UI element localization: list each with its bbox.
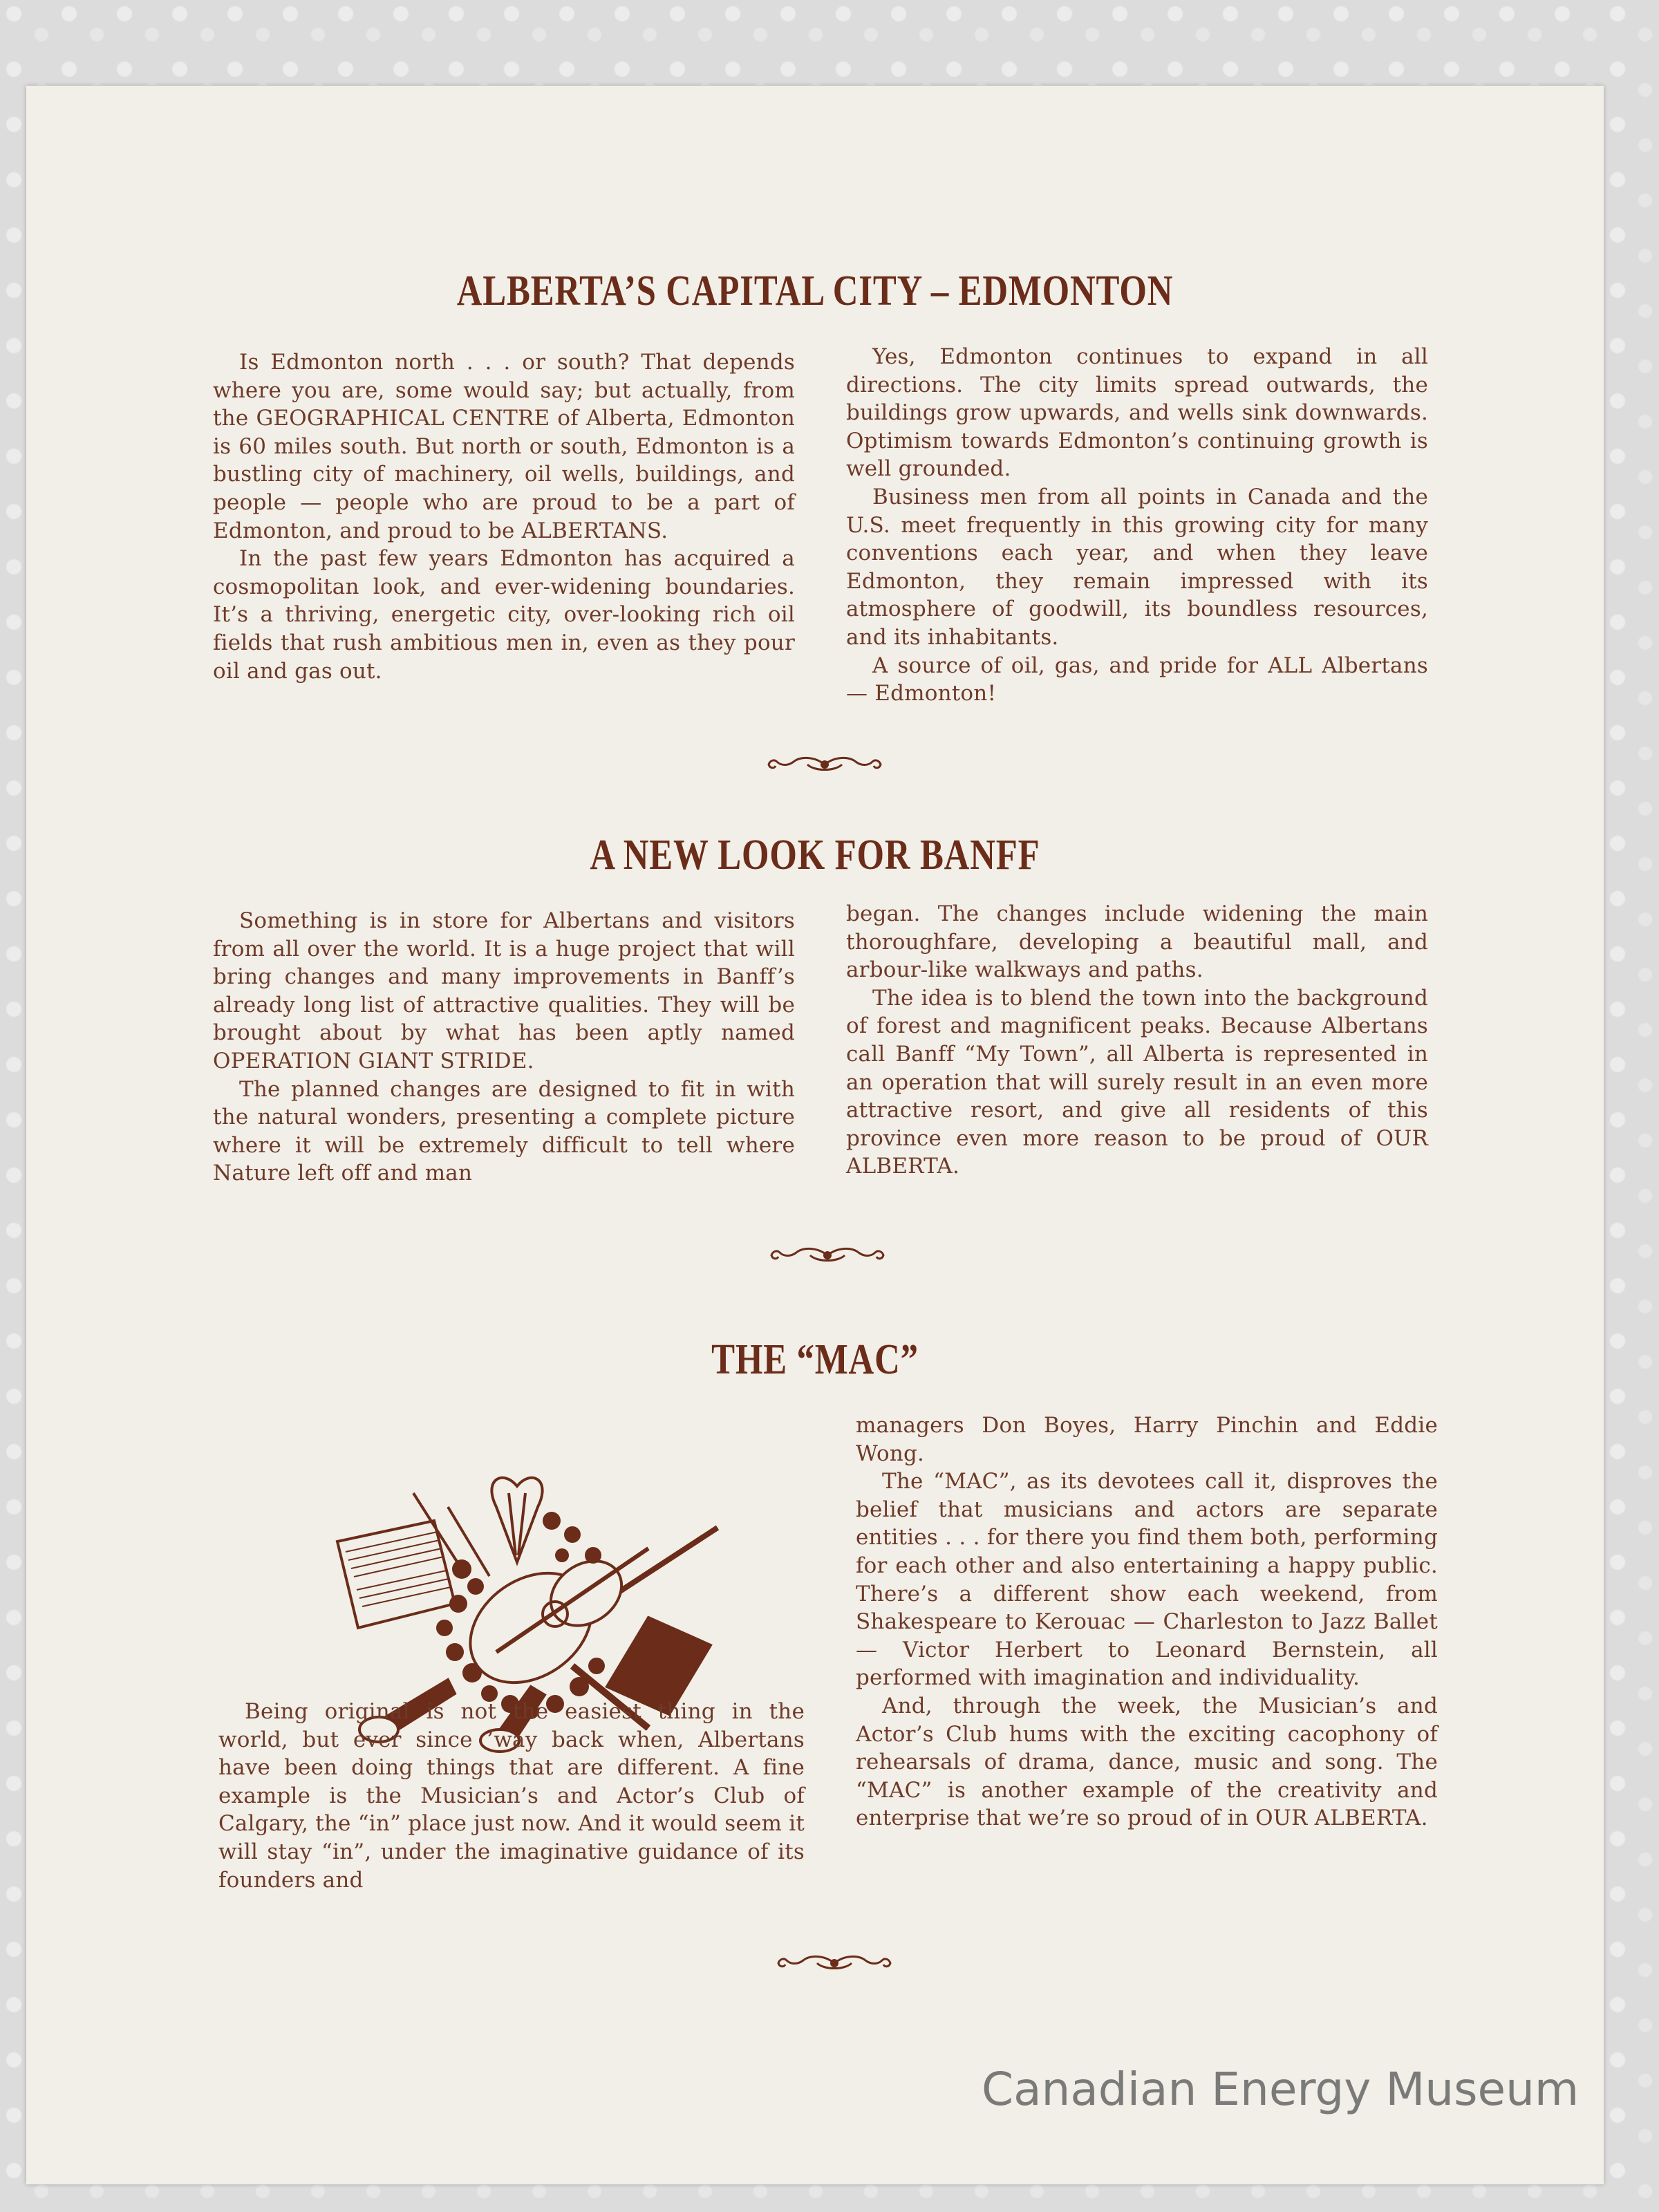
banff-left-column (213, 907, 795, 1188)
banff-right-column (846, 900, 1428, 1181)
paragraph: began. The changes include widening the main thoroughfare, developing a beautiful mall, and arbour-like walkways and paths. (846, 901, 1428, 983)
paragraph: The “MAC”, as its devotees call it, disproves the belief that musicians and actors are separate entities . . . for there you find them both, performing for each other and also entertaining a happy public. There’s a different show each weekend, from Shakespeare to Kerouac — Charleston to Jazz Ballet — Victor Herbert to Leonard Bernstein, all performed with imagination and individuality. (856, 1469, 1438, 1691)
scroll-ornament-icon (766, 753, 883, 776)
paragraph: managers Don Boyes, Harry Pinchin and Eddie Wong. (856, 1413, 1438, 1466)
paragraph: Something is in store for Albertans and visitors from all over the world. It is a huge project that will bring changes and many improvements in Banff’s already long list of attractive qualities. They will be brought about by what has been aptly named OPERATION GIANT STRIDE. (213, 908, 795, 1074)
paragraph: And, through the week, the Musician’s and Actor’s Club hums with the exciting cacophony of rehearsals of drama, dance, music and song. The “MAC” is another example of the creativity and enterprise that we’re so proud of in OUR ALBERTA. (856, 1693, 1438, 1831)
section-title-edmonton: ALBERTA’S CAPITAL CITY – EDMONTON (456, 268, 1174, 315)
paragraph: A source of oil, gas, and pride for ALL Albertans — Edmonton! (846, 653, 1428, 706)
paragraph: The idea is to blend the town into the background of forest and magnificent peaks. Because Albertans call Banff “My Town”, all Alberta is represented in an operation that will surely result in an even more attractive resort, and give all residents of this province even more reason to be proud of OUR ALBERTA. (846, 985, 1428, 1179)
paragraph: Being original is not the easiest thing in the world, but ever since ’way back when, Albertans have been doing things that are different. A fine example is the Musician’s and Actor’s Club of Calgary, the “in” place just now. And it would seem it will stay “in”, under the imaginative guidance of its founders and (218, 1699, 805, 1893)
paragraph: Yes, Edmonton continues to expand in all directions. The city limits spread outwards, the buildings grow upwards, and wells sink downwards. Optimism towards Edmonton’s continuing growth is well grounded. (846, 344, 1428, 482)
section-title-banff: A NEW LOOK FOR BANFF (590, 832, 1040, 879)
section-title-mac: THE “MAC” (711, 1336, 919, 1383)
scroll-ornament-icon (776, 1952, 893, 1974)
edmonton-left-column (213, 348, 795, 685)
paragraph: The planned changes are designed to fit in with the natural wonders, presenting a complete picture where it will be extremely difficult to tell where Nature left off and man (213, 1076, 795, 1186)
mac-right-column (856, 1412, 1438, 1833)
paragraph: Business men from all points in Canada and the U.S. meet frequently in this growing city for many conventions each year, and when they leave Edmonton, they remain impressed with its atmosphere of goodwill, its boundless resources, and its inhabitants. (846, 484, 1428, 650)
museum-watermark: Canadian Energy Museum (982, 2063, 1580, 2116)
mac-left-column (218, 1698, 805, 1894)
paragraph: Is Edmonton north . . . or south? That depends where you are, some would say; but actually, from the GEOGRAPHICAL CENTRE of Alberta, Edmonton is 60 miles south. But north or south, Edmonton is a bustling city of machinery, oil wells, buildings, and people — people who are proud to be a part of Edmonton, and proud to be ALBERTANS. (213, 350, 795, 543)
document-sheet (26, 86, 1604, 2184)
scroll-ornament-icon (769, 1244, 886, 1266)
paragraph: In the past few years Edmonton has acquired a cosmopolitan look, and ever-widening boundaries. It’s a thriving, energetic city, over-looking rich oil fields that rush ambitious men in, even as they pour oil and gas out. (213, 546, 795, 684)
edmonton-right-column (846, 343, 1428, 708)
